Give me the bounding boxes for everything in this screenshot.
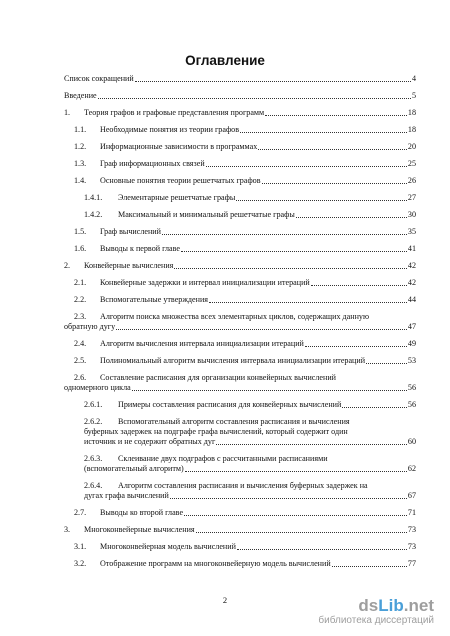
toc-entry-title: Выводы ко второй главе [100,508,184,517]
toc-entry-number: 3.1. [74,542,87,551]
toc-entry-title: (вспомогательный алгоритм) [84,464,184,473]
toc-entry-number: 2.6.3. [84,454,103,463]
toc-entry-page: 47 [407,322,416,331]
toc-entry-page: 71 [407,508,416,517]
toc-entry [60,74,416,84]
toc-entry-page: 62 [407,464,416,473]
toc-entry-number: 3. [64,525,71,534]
toc-entry-title: Выводы к первой главе [100,244,180,253]
toc-entry-page: 49 [407,339,416,348]
toc-entry-page: 4 [411,74,416,83]
leader-dots [311,285,407,286]
leader-dots [132,390,407,391]
toc-entry-title: Граф информационных связей [100,159,205,168]
toc-entry-page: 73 [407,525,416,534]
toc-entry-page: 56 [407,383,416,392]
leader-dots [366,363,407,364]
toc-entry-title: Примеры составления расписания для конвейерных вычислений [118,400,342,409]
toc-entry-page: 35 [407,227,416,236]
toc-entry-title: Граф вычислений [100,227,161,236]
toc-entry-title: Необходимые понятия из теории графов [100,125,240,134]
toc-entry [60,176,416,186]
page-title: Оглавление [185,53,265,68]
toc-entry-title: Отображение программ на многоконвейерную модель вычислений [100,559,331,568]
logo-part: .net [403,596,434,615]
toc-entry-number: 1.2. [74,142,87,151]
leader-dots [258,149,407,150]
toc-entry-page: 44 [407,295,416,304]
toc-entry-title: буферных задержек на подграфе графа вычислений, который содержит один [84,427,348,436]
toc-entry [60,261,416,271]
toc-entry-title: Теория графов и графовые представления программ [84,108,265,117]
toc-entry [60,525,416,535]
toc-entry-number: 2.6.4. [84,481,103,490]
toc-entry-title: Алгоритм вычисления интервала инициализации итераций [100,339,304,348]
toc-entry-title: Информационные зависимости в программах [100,142,258,151]
toc-entry [60,125,416,135]
toc-entry [60,508,416,518]
toc-entry-title: Введение [64,91,97,100]
toc-entry-page: 5 [411,91,416,100]
toc-entry-number: 2.1. [74,278,87,287]
toc-entry-title: Склеивание двух подграфов с рассчитанными расписаниями [118,454,328,463]
toc-entry [60,159,416,169]
leader-dots [196,532,407,533]
toc-entry-number: 2.7. [74,508,87,517]
toc-entry-number: 2.6.2. [84,417,103,426]
toc-entry-title: Конвейерные задержки и интервал инициализации итераций [100,278,310,287]
toc-entry-number: 2.4. [74,339,87,348]
leader-dots [181,251,407,252]
leader-dots [305,346,407,347]
leader-dots [265,115,407,116]
leader-dots [170,498,407,499]
toc-entry-title: обратную дугу [64,322,116,331]
toc-entry-page: 60 [407,437,416,446]
toc-entry-page: 42 [407,278,416,287]
toc-entry-number: 2.3. [74,312,87,321]
toc-entry-title: Максимальный и минимальный решетчатые графы [118,210,295,219]
toc-entry-page: 42 [407,261,416,270]
leader-dots [332,566,407,567]
toc-entry-title: Алгоритм составления расписания и вычисления буферных задержек на [118,481,368,490]
toc-entry-number: 1.3. [74,159,87,168]
toc-entry-title: Полиномиальный алгоритм вычисления интервала инициализации итераций [100,356,366,365]
toc-entry [60,295,416,305]
leader-dots [237,549,407,550]
leader-dots [162,234,407,235]
page-number: 2 [222,595,228,605]
toc-entry-page: 20 [407,142,416,151]
toc-entry-page: 53 [407,356,416,365]
leader-dots [209,302,407,303]
watermark-logo [318,597,434,615]
toc-entry-number: 1. [64,108,71,117]
toc-entry [60,210,416,220]
leader-dots [185,471,407,472]
toc-entry-title: Многоконвейерные вычисления [84,525,195,534]
toc-entry [60,559,416,569]
toc-entry [60,373,416,393]
leader-dots [135,81,411,82]
toc-entry [60,454,416,474]
toc-entry-page: 30 [407,210,416,219]
toc-entry [60,400,416,410]
toc-entry-page: 27 [407,193,416,202]
toc-entry-title: дугах графа вычислений [84,491,169,500]
toc-entry-number: 2.5. [74,356,87,365]
toc-entry [60,244,416,254]
leader-dots [184,515,407,516]
toc-entry [60,142,416,152]
toc-entry-page: 77 [407,559,416,568]
leader-dots [296,217,407,218]
toc-entry [60,312,416,332]
toc-entry-title: Основные понятия теории решетчатых графов [100,176,261,185]
logo-part: ds [358,596,379,615]
toc-entry [60,481,416,501]
leader-dots [116,329,407,330]
toc-entry [60,227,416,237]
toc-entry-number: 2.2. [74,295,87,304]
toc-entry-page: 56 [407,400,416,409]
toc-entry-title: Алгоритм поиска множества всех элементарных циклов, содержащих данную [100,312,370,321]
toc-entry-number: 1.1. [74,125,87,134]
toc-entry [60,339,416,349]
leader-dots [236,200,407,201]
toc-entry-title: источник и не содержит обратных дуг [84,437,216,446]
toc-entry-number: 2. [64,261,71,270]
toc-entry-title: Элементарные решетчатые графы [118,193,236,202]
toc-entry [60,108,416,118]
watermark-subtitle: библиотека диссертаций [318,615,434,626]
toc-entry [60,542,416,552]
toc-entry [60,91,416,101]
leader-dots [240,132,407,133]
watermark [318,597,434,627]
logo-part: Lib [378,596,404,615]
toc-entry-number: 1.5. [74,227,87,236]
toc-entry-page: 18 [407,108,416,117]
toc-entry-number: 1.4.2. [84,210,103,219]
toc-entry [60,278,416,288]
toc-entry-title: одномерного цикла [64,383,131,392]
toc-entry-number: 1.4.1. [84,193,103,202]
toc-entry-title: Список сокращений [64,74,134,83]
toc-entry-page: 41 [407,244,416,253]
leader-dots [342,407,407,408]
toc-entry [60,417,416,447]
toc-entry [60,193,416,203]
leader-dots [206,166,407,167]
toc-entry-page: 25 [407,159,416,168]
leader-dots [174,268,407,269]
leader-dots [98,98,411,99]
leader-dots [216,444,407,445]
toc-entry-number: 2.6. [74,373,87,382]
toc-entry-number: 3.2. [74,559,87,568]
leader-dots [262,183,407,184]
toc-entry-page: 26 [407,176,416,185]
toc-entry-page: 67 [407,491,416,500]
toc-entry-page: 18 [407,125,416,134]
toc-entry-number: 2.6.1. [84,400,103,409]
toc-entry-number: 1.6. [74,244,87,253]
toc-entry-title: Конвейерные вычисления [84,261,174,270]
toc-entry-title: Вспомогательный алгоритм составления расписания и вычисления [118,417,350,426]
toc-entry-page: 73 [407,542,416,551]
toc-entry-number: 1.4. [74,176,87,185]
toc-entry-title: Составление расписания для организации конвейерных вычислений [100,373,337,382]
toc-entry-title: Вспомогательные утверждения [100,295,209,304]
toc-entry-title: Многоконвейерная модель вычислений [100,542,236,551]
toc-entry [60,356,416,366]
